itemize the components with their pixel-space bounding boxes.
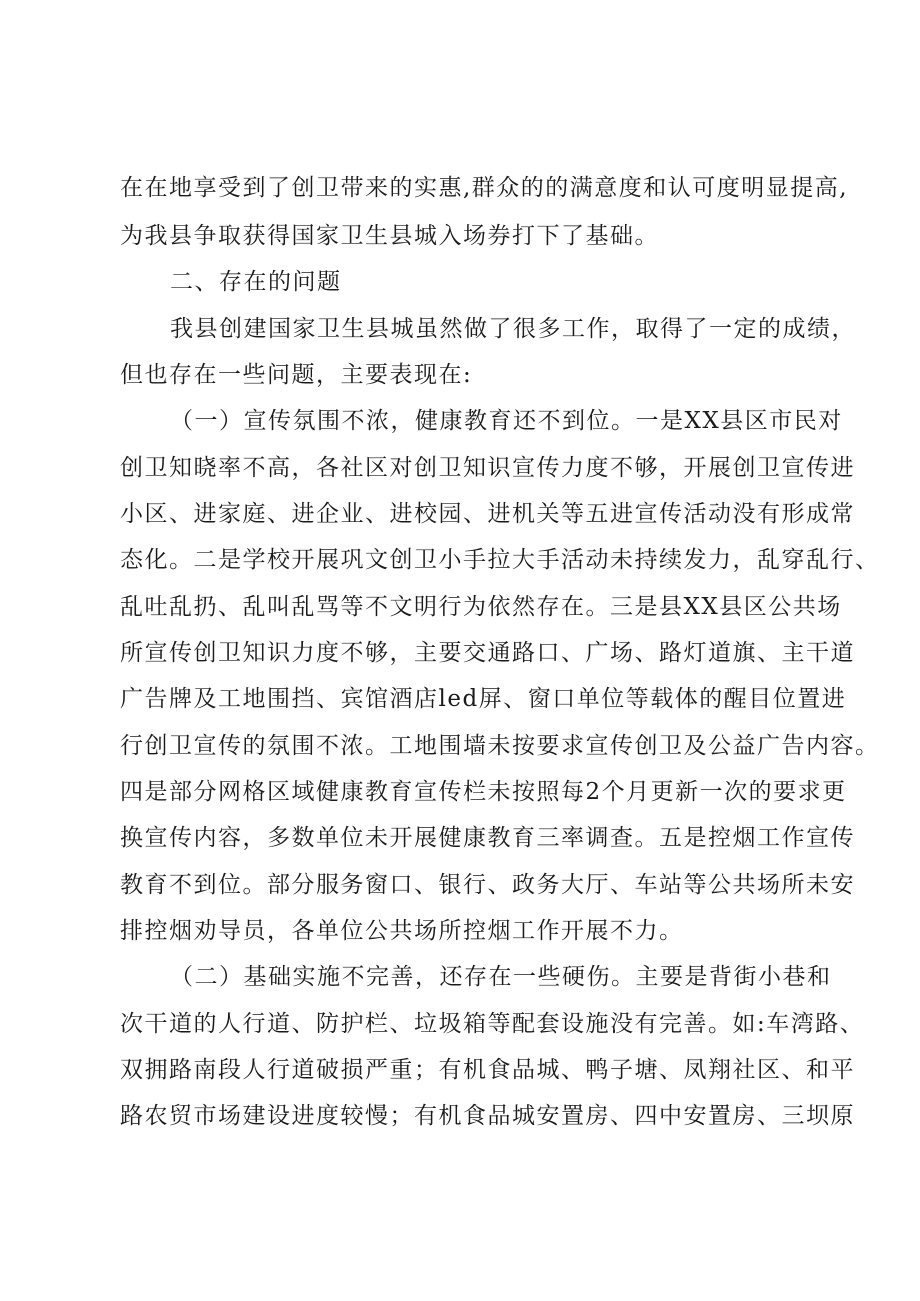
- text-line: 为我县争取获得国家卫生县城入场券打下了基础。: [120, 223, 659, 249]
- text-line: 四是部分网格区域健康教育宣传栏未按照每2个月更新一次的要求更: [120, 779, 847, 805]
- text-line: 双拥路南段人行道破损严重；有机食品城、鸭子塘、凤翔社区、和平: [120, 1057, 855, 1083]
- text-line: 乱吐乱扔、乱叫乱骂等不文明行为依然存在。三是县XX县区公共场: [120, 594, 842, 620]
- text-line: 所宣传创卫知识力度不够，主要交通路口、广场、路灯道旗、主干道: [120, 640, 855, 666]
- text-line: 行创卫宣传的氛围不浓。工地围墙未按要求宣传创卫及公益广告内容。: [120, 733, 880, 759]
- text-line: 我县创建国家卫生县城虽然做了很多工作，取得了一定的成绩，: [170, 316, 856, 342]
- text-line: 态化。二是学校开展巩文创卫小手拉大手活动未持续发力，乱穿乱行、: [120, 547, 880, 573]
- section-heading: 二、存在的问题: [170, 269, 342, 295]
- text-line: 在在地享受到了创卫带来的实惠,群众的的满意度和认可度明显提高,: [120, 175, 849, 201]
- text-line: 小区、进家庭、进企业、进校园、进机关等五进宣传活动没有形成常: [120, 501, 855, 527]
- text-line: 路农贸市场建设进度较慢；有机食品城安置房、四中安置房、三坝原: [120, 1103, 855, 1129]
- text-line: 广告牌及工地围挡、宾馆酒店led屏、窗口单位等载体的醒目位置进: [120, 686, 847, 712]
- text-line: 创卫知晓率不高，各社区对创卫知识宣传力度不够，开展创卫宣传进: [120, 455, 855, 481]
- text-line: 但也存在一些问题，主要表现在:: [120, 362, 473, 388]
- text-line: 次干道的人行道、防护栏、垃圾箱等配套设施没有完善。如:车湾路、: [120, 1011, 865, 1037]
- text-line: 排控烟劝导员，各单位公共场所控烟工作开展不力。: [120, 918, 684, 944]
- text-line: 换宣传内容，多数单位未开展健康教育三率调查。五是控烟工作宣传: [120, 825, 855, 851]
- subsection-heading: （二）基础实施不完善，还存在一些硬伤。主要是背街小巷和: [170, 964, 832, 990]
- text-line: 教育不到位。部分服务窗口、银行、政务大厅、车站等公共场所未安: [120, 872, 855, 898]
- subsection-heading: （一）宣传氛围不浓，健康教育还不到位。一是XX县区市民对: [170, 408, 843, 434]
